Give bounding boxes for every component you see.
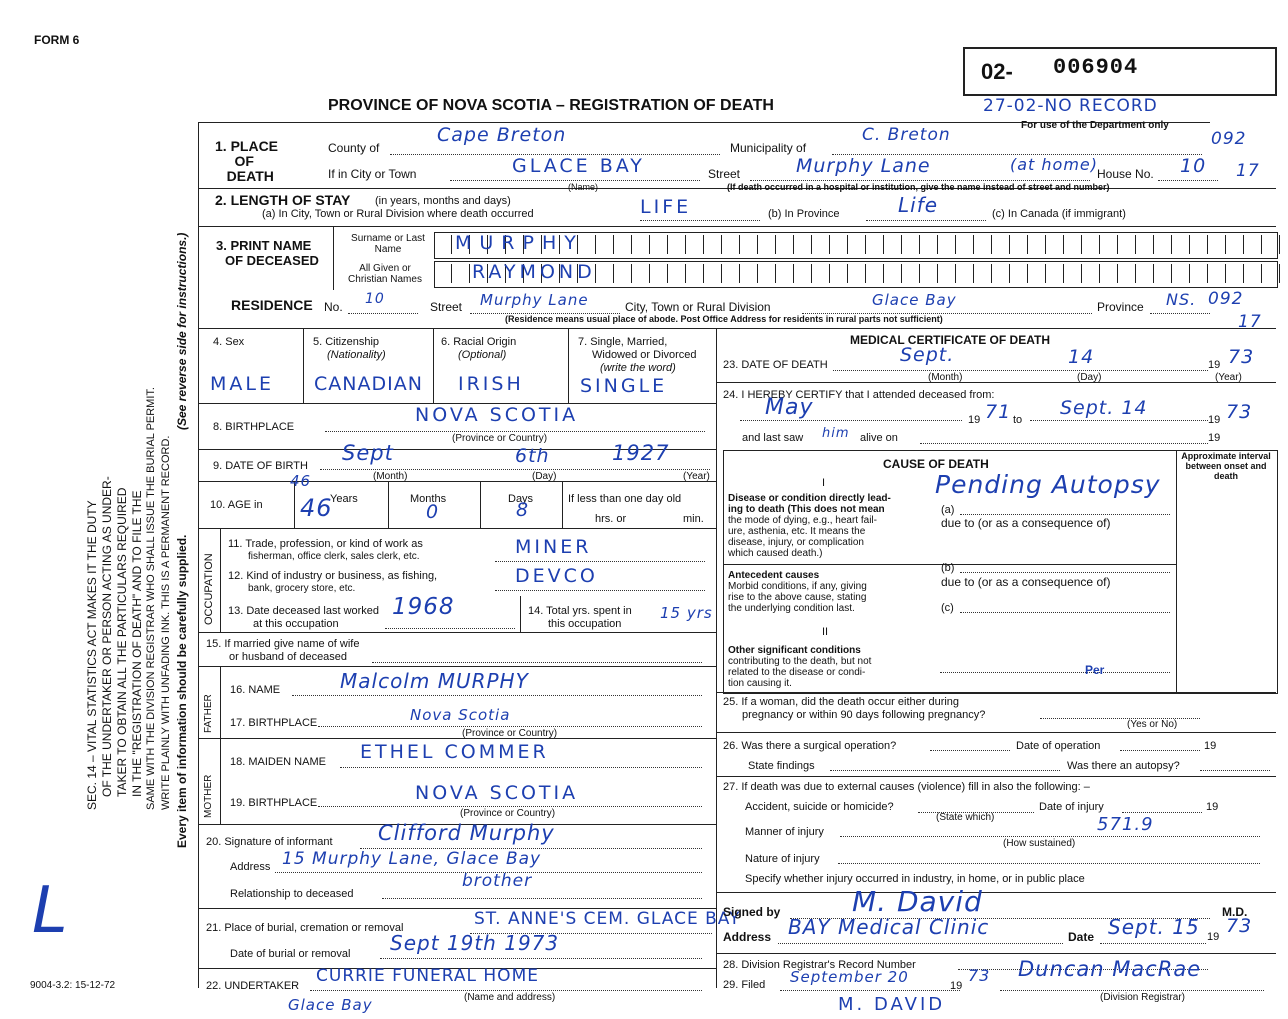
- registration-prefix: 02-: [981, 59, 1013, 84]
- s10-months-label: Months: [410, 493, 447, 505]
- s10-years-over: 46: [290, 472, 312, 490]
- s9-year-label: (Year): [683, 471, 710, 482]
- s1-house-label: House No.: [1097, 167, 1154, 181]
- cause-roman-2: II: [822, 626, 829, 638]
- cause-roman-1: I: [822, 477, 826, 489]
- s26-op-date-label: Date of operation: [1016, 740, 1101, 752]
- print-code: 9004-3.2: 15-12-72: [30, 980, 116, 991]
- s7-sub: (write the word): [600, 362, 676, 374]
- s6-sub: (Optional): [458, 349, 507, 361]
- s20-relationship-value: brother: [462, 871, 533, 891]
- s24-last-label: and last saw: [742, 432, 804, 444]
- s8-label: 8. BIRTHPLACE: [213, 421, 295, 433]
- certificate-date-value: Sept. 15: [1108, 915, 1200, 939]
- s26-label: 26. Was there a surgical operation?: [723, 740, 897, 752]
- s21-place: ST. ANNE'S CEM. GLACE BAY: [474, 909, 741, 929]
- s24-to: Sept. 14: [1060, 397, 1148, 419]
- s3-surname-value: MURPHY: [455, 232, 584, 254]
- cause-a-letter: (a): [941, 504, 955, 516]
- cause-c-letter: (c): [941, 602, 954, 614]
- s3-residence-note: (Residence means usual place of abode. Post Office Address for residents in rural parts not sufficient): [505, 314, 943, 324]
- side-note-line-2: OF THE UNDERTAKER OR PERSON ACTING AS UNDER-: [100, 476, 114, 797]
- s20-address-label: Address: [230, 861, 271, 873]
- s20-label: 20. Signature of informant: [206, 836, 333, 848]
- s16-value: Malcolm MURPHY: [340, 669, 529, 693]
- per-stamp: Per: [1085, 663, 1105, 677]
- s27-nature-label: Nature of injury: [745, 853, 820, 865]
- s24-alive-label: alive on: [860, 432, 898, 444]
- interval-header: Approximate interval between onset and death: [1181, 451, 1271, 481]
- s23-year-prefix: 19: [1208, 359, 1221, 371]
- md-label: M.D.: [1222, 905, 1248, 919]
- s2-label-note: (in years, months and days): [375, 195, 511, 207]
- s2-c-label: (c) In Canada (if immigrant): [992, 208, 1126, 220]
- certificate-year-prefix: 19: [1207, 931, 1220, 943]
- s22-label: 22. UNDERTAKER: [206, 980, 300, 992]
- s27-label: 27. If death was due to external causes (violence) fill in also the following: –: [723, 781, 1090, 793]
- s4-label: 4. Sex: [213, 336, 245, 348]
- antecedent-line-1: Antecedent causes: [728, 570, 820, 581]
- cause-disease-line-3: the mode of dying, e.g., heart fail-: [728, 515, 877, 526]
- s26-op-year: 19: [1204, 740, 1217, 752]
- s16-label: 16. NAME: [230, 684, 281, 696]
- other-line-3: related to the disease or condi-: [728, 667, 866, 678]
- s7-label: 7. Single, Married,: [578, 336, 668, 348]
- bottom-handwritten-name: M. DAVID: [838, 994, 946, 1015]
- s27-how-sustained: (How sustained): [1003, 838, 1076, 849]
- certificate-year: 73: [1226, 915, 1253, 937]
- s9-label: 9. DATE OF BIRTH: [213, 460, 308, 472]
- side-note-line-5: SAME WITH THE DIVISION REGISTRAR WHO SHALL ISSUE THE BURIAL PERMIT.: [145, 387, 157, 810]
- s14-sub: this occupation: [548, 618, 622, 630]
- s8-sub: (Province or Country): [452, 433, 548, 444]
- s2-label: 2. LENGTH OF STAY: [215, 192, 351, 208]
- s13-value: 1968: [392, 594, 455, 620]
- department-code: 092: [1211, 129, 1247, 149]
- cause-due-2: due to (or as a consequence of): [941, 575, 1111, 589]
- s3-street-label: Street: [430, 300, 463, 314]
- s17-label: 17. BIRTHPLACE: [230, 717, 318, 729]
- s22-address: Glace Bay: [288, 996, 373, 1014]
- cause-disease-line-1: Disease or condition directly lead-: [728, 493, 891, 504]
- s29-filed-year: 73: [968, 966, 991, 985]
- s1-street-note: (at home): [1010, 155, 1099, 174]
- s3-given-value: RAYMOND: [472, 261, 596, 283]
- physician-address-value: BAY Medical Clinic: [788, 915, 990, 939]
- father-vertical-label: FATHER: [203, 694, 214, 733]
- s1-municipality-label: Municipality of: [730, 141, 807, 155]
- s3-province-label: Province: [1097, 300, 1144, 314]
- s1-house-value: 10: [1180, 155, 1207, 177]
- signed-by-label: Signed by: [723, 905, 781, 919]
- s23-month: Sept.: [900, 344, 955, 366]
- s1-municipality-value: C. Breton: [862, 125, 951, 145]
- s27-manner-value: 571.9: [1097, 814, 1154, 835]
- s24-to-year: 73: [1226, 401, 1253, 423]
- division-registrar-signature: Duncan MacRae: [1018, 957, 1202, 981]
- s23-year-label: (Year): [1215, 372, 1242, 383]
- s21-date-value: Sept 19th 1973: [390, 931, 560, 955]
- s6-value: IRISH: [458, 373, 524, 395]
- s28-label: 28. Division Registrar's Record Number: [723, 959, 916, 971]
- s27-accident-label: Accident, suicide or homicide?: [745, 801, 894, 813]
- s4-value: MALE: [210, 373, 274, 395]
- s1-county-label: County of: [328, 141, 380, 155]
- s1-label: 1. PLACE OF DEATH: [215, 138, 279, 184]
- s27-specify-label: Specify whether injury occurred in industry, in home, or in public place: [745, 873, 1085, 885]
- side-instructions: (See reverse side for instructions.): [175, 232, 189, 430]
- cause-due-1: due to (or as a consequence of): [941, 516, 1111, 530]
- s15-label-2: or husband of deceased: [229, 651, 348, 663]
- s26-autopsy-label: Was there an autopsy?: [1067, 760, 1180, 772]
- s1-city-value: GLACE BAY: [512, 155, 645, 177]
- form-title: PROVINCE OF NOVA SCOTIA – REGISTRATION OF DEATH: [328, 97, 774, 114]
- s24-to-label: to: [1013, 414, 1023, 426]
- s1-street-label: Street: [708, 167, 741, 181]
- side-note-line-4: IN THE "REGISTRATION OF DEATH" AND TO FILE THE: [130, 490, 144, 797]
- s3-label-2: OF DECEASED: [225, 253, 319, 268]
- other-line-1: Other significant conditions: [728, 645, 861, 656]
- s2-b-label: (b) In Province: [768, 208, 840, 220]
- s5-sub: (Nationality): [327, 349, 386, 361]
- s21-label: 21. Place of burial, cremation or removal: [206, 922, 404, 934]
- s18-value: ETHEL COMMER: [360, 741, 549, 763]
- s23-month-label: (Month): [928, 372, 963, 383]
- s11-label: 11. Trade, profession, or kind of work as: [228, 538, 423, 550]
- s29-filed-year-prefix: 19: [950, 980, 963, 992]
- side-note-bottom: Every item of information should be carefully supplied.: [175, 534, 189, 848]
- s3-label-1: 3. PRINT NAME: [216, 238, 312, 253]
- s26-findings-label: State findings: [748, 760, 815, 772]
- cause-disease-line-6: which caused death.): [728, 548, 823, 559]
- antecedent-line-2: Morbid conditions, if any, giving: [728, 581, 867, 592]
- s3-city-value: Glace Bay: [872, 291, 957, 309]
- s24-alive-year: 19: [1208, 432, 1221, 444]
- antecedent-line-3: rise to the above cause, stating: [728, 592, 867, 603]
- s13-sub: at this occupation: [253, 618, 339, 630]
- s10-months-value: 0: [426, 501, 440, 523]
- s12-label: 12. Kind of industry or business, as fishing,: [228, 570, 438, 582]
- s9-month: Sept: [342, 441, 394, 465]
- s3-province-value: NS.: [1166, 290, 1197, 309]
- mother-vertical-label: MOTHER: [203, 774, 214, 818]
- s5-label: 5. Citizenship: [313, 336, 380, 348]
- s24-from-year-prefix: 19: [968, 414, 981, 426]
- s1-hospital-note: (If death occurred in a hospital or institution, give the name instead of street and number): [727, 182, 1110, 192]
- other-line-4: tion causing it.: [728, 678, 792, 689]
- s24-to-year-prefix: 19: [1208, 414, 1221, 426]
- s24-pronoun: him: [822, 426, 850, 441]
- s7-label-2: Widowed or Divorced: [592, 349, 697, 361]
- s3-surname-label: Surname or Last Name: [351, 233, 425, 255]
- side-note-line-3: TAKER TO OBTAIN ALL THE PARTICULARS REQUIRED: [115, 487, 129, 797]
- cause-disease-line-4: ure, asthenia, etc. It means the: [728, 526, 866, 537]
- cause-disease-line-2: ing to death (This does not mean: [728, 504, 885, 515]
- form-number: FORM 6: [34, 33, 80, 47]
- s3-city-label: City, Town or Rural Division: [625, 300, 771, 314]
- s1-street-value: Murphy Lane: [796, 155, 931, 177]
- s5-value: CANADIAN: [314, 373, 423, 395]
- certificate-date-label: Date: [1068, 930, 1095, 944]
- s27-injury-date-label: Date of injury: [1039, 801, 1104, 813]
- s12-sub: bank, grocery store, etc.: [248, 583, 356, 594]
- s11-value: MINER: [515, 536, 592, 558]
- s25-label-2: pregnancy or within 90 days following pregnancy?: [742, 709, 986, 721]
- s2-a-value: LIFE: [640, 196, 692, 218]
- s23-label: 23. DATE OF DEATH: [723, 359, 828, 371]
- s27-state-which: (State which): [936, 812, 995, 823]
- physician-signature: M. David: [852, 885, 983, 918]
- occupation-vertical-label: OCCUPATION: [203, 553, 215, 625]
- department-note: 27-02-NO RECORD: [983, 96, 1158, 116]
- s15-label: 15. If married give name of wife: [206, 638, 360, 650]
- s19-label: 19. BIRTHPLACE: [230, 797, 318, 809]
- cause-b-letter: (b): [941, 562, 955, 574]
- s29-filed-date: September 20: [790, 968, 909, 986]
- cause-disease-line-5: disease, injury, or complication: [728, 537, 864, 548]
- s6-label: 6. Racial Origin: [441, 336, 517, 348]
- s24-from-year: 71: [985, 401, 1012, 423]
- s29-label: 29. Filed: [723, 979, 766, 991]
- s3-residence-label: RESIDENCE: [231, 297, 313, 313]
- side-note-line-1: SEC. 14 – VITAL STATISTICS ACT MAKES IT THE DUTY: [85, 500, 99, 810]
- s10-hrs-label: hrs. or: [595, 513, 627, 525]
- s20-address-value: 15 Murphy Lane, Glace Bay: [282, 849, 542, 869]
- s10-days-label: Days: [508, 493, 534, 505]
- cause-a-value: Pending Autopsy: [935, 470, 1161, 499]
- s2-b-value: Life: [898, 193, 939, 217]
- handwritten-initial: L: [32, 874, 69, 948]
- s20-signature: Clifford Murphy: [378, 821, 555, 845]
- s17-sub: (Province or Country): [462, 728, 558, 739]
- s21-date-label: Date of burial or removal: [230, 948, 351, 960]
- s10-years-label: Years: [330, 493, 358, 505]
- s14-label: 14. Total yrs. spent in: [528, 605, 632, 617]
- s9-day: 6th: [515, 445, 550, 467]
- s23-year: 73: [1228, 346, 1255, 368]
- s13-label: 13. Date deceased last worked: [228, 605, 380, 617]
- s3-given-label: All Given or Christian Names: [348, 263, 422, 285]
- cause-header: CAUSE OF DEATH: [883, 457, 989, 471]
- s7-value: SINGLE: [580, 375, 668, 397]
- s22-value: CURRIE FUNERAL HOME: [316, 966, 539, 986]
- s9-day-label: (Day): [532, 471, 557, 482]
- s10-lt-label: If less than one day old: [568, 493, 682, 505]
- s3-no-value: 10: [365, 291, 385, 307]
- s19-value: NOVA SCOTIA: [415, 782, 579, 804]
- s23-day: 14: [1068, 346, 1095, 368]
- division-registrar-label: (Division Registrar): [1100, 992, 1186, 1003]
- s25-yes-no: (Yes or No): [1127, 719, 1178, 730]
- s25-label: 25. If a woman, did the death occur either during: [723, 696, 960, 708]
- s1-county-value: Cape Breton: [437, 124, 567, 146]
- s17-value: Nova Scotia: [410, 706, 511, 724]
- s1-city-label: If in City or Town: [328, 167, 417, 181]
- s9-month-label: (Month): [373, 471, 408, 482]
- side-note-line-6: WRITE PLAINLY WITH UNFADING INK. THIS IS A PERMANENT RECORD.: [160, 435, 172, 810]
- s18-label: 18. MAIDEN NAME: [230, 756, 326, 768]
- s9-year: 1927: [612, 441, 670, 465]
- s8-value: NOVA SCOTIA: [415, 404, 579, 426]
- s14-value: 15 yrs: [660, 604, 713, 622]
- medical-header: MEDICAL CERTIFICATE OF DEATH: [850, 333, 1050, 347]
- s3-street-value: Murphy Lane: [480, 291, 589, 309]
- department-use-label: For use of the Department only: [1021, 120, 1169, 131]
- s11-sub: fisherman, office clerk, sales clerk, etc.: [248, 551, 420, 562]
- registration-number: 006904: [1053, 55, 1139, 80]
- s22-sub: (Name and address): [464, 992, 556, 1003]
- s2-a-label: (a) In City, Town or Rural Division where death occurred: [262, 208, 534, 220]
- s23-day-label: (Day): [1077, 372, 1102, 383]
- s12-value: DEVCO: [515, 565, 598, 587]
- physician-address-label: Address: [723, 930, 772, 944]
- department-code-2: 17: [1236, 161, 1260, 181]
- s20-relationship-label: Relationship to deceased: [230, 888, 354, 900]
- antecedent-line-4: the underlying condition last.: [728, 603, 855, 614]
- department-code-3: 092: [1208, 289, 1244, 309]
- s24-label: 24. I HEREBY CERTIFY that I attended deceased from:: [723, 389, 995, 401]
- department-code-4: 17: [1238, 312, 1262, 332]
- s3-no-label: No.: [324, 300, 343, 314]
- other-line-2: contributing to the death, but not: [728, 656, 872, 667]
- s10-years-value: 46: [300, 494, 333, 522]
- s10-days-value: 8: [516, 499, 530, 521]
- s24-from: May: [765, 395, 814, 420]
- s10-label: 10. AGE in: [210, 499, 263, 511]
- s19-sub: (Province or Country): [460, 808, 556, 819]
- s1-name-label: (Name): [568, 182, 599, 192]
- s27-injury-year: 19: [1206, 801, 1219, 813]
- s10-min-label: min.: [683, 513, 704, 525]
- s27-manner-label: Manner of injury: [745, 826, 824, 838]
